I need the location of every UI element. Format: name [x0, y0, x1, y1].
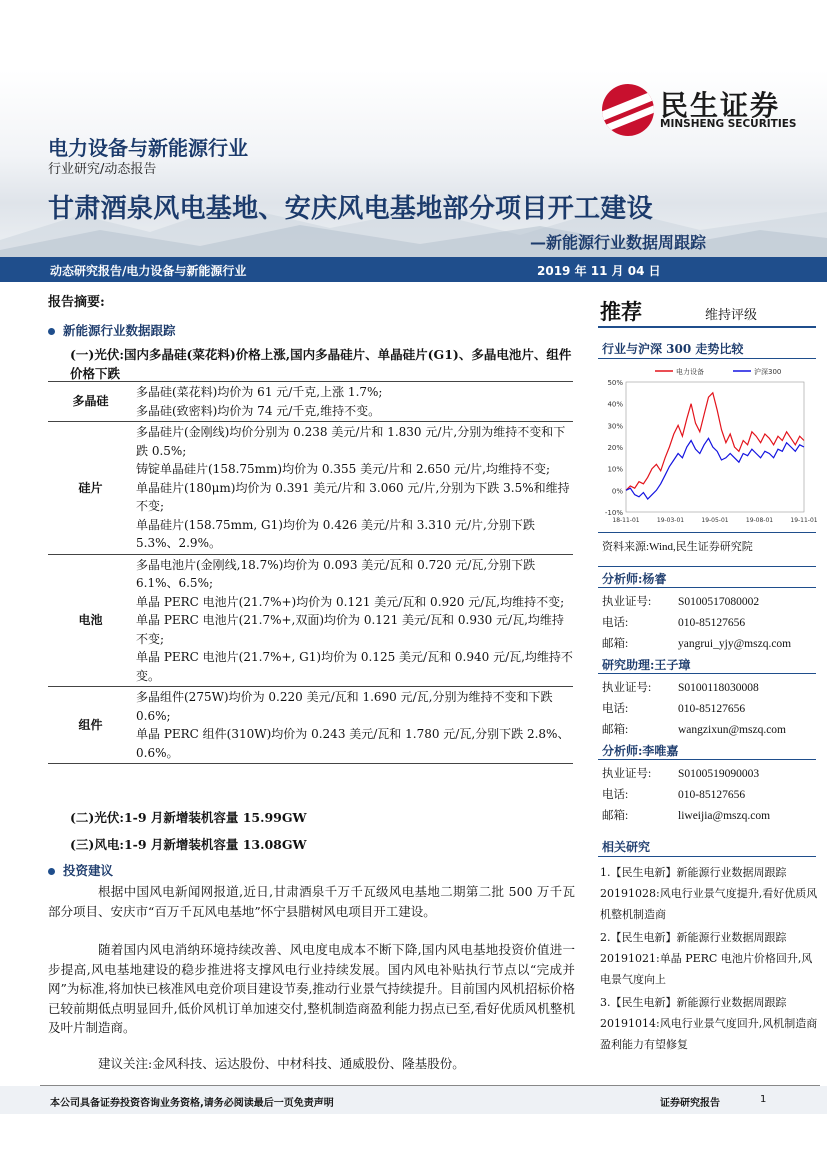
analyst-row: 电话: 010-85127656 — [602, 703, 746, 715]
x-tick-label: 18-11-01 — [612, 517, 640, 524]
table-category: 多晶硅 — [48, 382, 133, 422]
analyst-row[interactable]: 邮箱: yangrui_yjy@mszq.com — [602, 638, 792, 650]
table-row — [48, 422, 573, 555]
analyst-row: 执业证号: S0100519090003 — [602, 768, 760, 780]
pv-header: (一)光伏:国内多晶硅(菜花料)价格上涨,国内多晶硅片、单晶硅片(G1)、多晶电池片、组件价格下跌 — [70, 347, 572, 381]
report-date: 2019 年 11 月 04 日 — [537, 264, 661, 278]
related-item[interactable]: 1.【民生电新】新能源行业数据周跟踪 20191028:风电行业景气度提升,看好优质风机整机制造商 — [600, 866, 818, 921]
x-tick-label: 19-08-01 — [745, 517, 774, 524]
table-detail: 多晶硅(菜花料)均价为 61 元/千克,上涨 1.7%; 多晶硅(致密料)均价为 74 元/千克,维持不变。 — [133, 382, 573, 422]
pv-install: (二)光伏:1-9 月新增装机容量 15.99GW — [70, 810, 307, 825]
divider — [598, 759, 816, 760]
recommendation: 推荐 — [600, 300, 642, 324]
paragraph: 随着国内风电消纳环境持续改善、风电度电成本不断下降,国内风电基地投资价值进一步提高,风电基地建设的稳步推进将支撑风电行业持续发展。国内风电补贴执行节点以“完成并网”为标准,将加快已核准风电竞价项目建设节奏,推动行业景气持续提升。目前国内风机招标价格已较前期低点明显回升,低价风机订单加速交付,整机制造商盈利能力拐点已至,看好优质风机整机及叶片制造商。 — [48, 942, 575, 1035]
performance-chart — [600, 362, 818, 530]
x-tick-label: 19-05-01 — [701, 517, 729, 524]
divider — [598, 673, 816, 674]
band-category: 动态研究报告/电力设备与新能源行业 — [50, 264, 247, 278]
chart-source: 资料来源:Wind,民生证券研究院 — [602, 541, 753, 553]
x-tick-label: 19-11-01 — [790, 517, 818, 524]
table-row — [48, 554, 573, 687]
chart-title: 行业与沪深 300 走势比较 — [602, 342, 744, 356]
logo-name-en: MINSHENG SECURITIES — [660, 118, 797, 130]
analyst-role: 研究助理:王子璋 — [602, 658, 691, 672]
bullet-icon — [48, 328, 55, 335]
table-row — [48, 382, 573, 422]
y-tick-label: -10% — [604, 509, 623, 517]
y-tick-label: 40% — [607, 400, 623, 409]
table-category: 电池 — [48, 554, 133, 687]
y-tick-label: 20% — [607, 444, 623, 452]
analyst-role: 分析师:李唯嘉 — [602, 744, 679, 758]
section-investment: 投资建议 — [48, 861, 113, 879]
price-table — [48, 381, 573, 764]
paragraph: 根据中国风电新闻网报道,近日,甘肃酒泉千万千瓦级风电基地二期第二批 500 万千瓦部分项目、安庆市“百万千瓦风电基地”怀宁县腊树风电项目开工建设。 — [48, 884, 575, 919]
divider — [598, 566, 816, 567]
report-title: 甘肃酒泉风电基地、安庆风电基地部分项目开工建设 — [48, 194, 653, 224]
footer-label: 证券研究报告 — [660, 1098, 720, 1109]
divider — [598, 587, 816, 588]
table-category: 硅片 — [48, 422, 133, 555]
related-item[interactable]: 2.【民生电新】新能源行业数据周跟踪 20191021:单晶 PERC 电池片价格回升,风电景气度向上 — [600, 931, 813, 986]
legend-label: 沪深300 — [754, 368, 782, 376]
analyst-row[interactable]: 邮箱: wangzixun@mszq.com — [602, 724, 786, 736]
summary-heading: 报告摘要: — [48, 295, 105, 310]
analyst-row[interactable]: 邮箱: liweijia@mszq.com — [602, 810, 771, 822]
wind-install: (三)风电:1-9 月新增装机容量 13.08GW — [70, 837, 307, 852]
divider — [598, 532, 816, 533]
y-tick-label: 50% — [607, 379, 623, 387]
related-title: 相关研究 — [602, 840, 651, 854]
table-category: 组件 — [48, 687, 133, 764]
x-tick-label: 19-03-01 — [656, 517, 685, 524]
analyst-row: 执业证号: S0100517080002 — [602, 596, 760, 608]
report-type: 行业研究/动态报告 — [48, 162, 157, 177]
table-row — [48, 687, 573, 764]
table-detail: 多晶组件(275W)均价为 0.220 美元/瓦和 1.690 元/瓦,分别为维持不变和下跌 0.6%; 单晶 PERC 组件(310W)均价为 0.243 美元/瓦和 1.780 元/瓦,分别下跌 2.8%、0.6%。 — [133, 687, 573, 764]
paragraph: 建议关注:金风科技、运达股份、中材科技、通威股份、隆基股份。 — [98, 1056, 465, 1071]
logo-name-cn: 民生证券 — [660, 89, 781, 122]
y-tick-label: 0% — [611, 487, 623, 496]
section-data-tracking: 新能源行业数据跟踪 — [48, 321, 176, 339]
table-detail: 多晶电池片(金刚线,18.7%)均价为 0.093 美元/瓦和 0.720 元/瓦,分别下跌 6.1%、6.5%; 单晶 PERC 电池片(21.7%+)均价为 0.121 美元/瓦和 0.920 元/瓦,均维持不变; 单晶 PERC 电池片(21.7%+,双面)均价为 0.121 美元/瓦和 0.930 元/瓦,均维持不变; 单晶 PERC 电池片(21.7%+, G1)均价为 0.125 美元/瓦和 0.940 元/瓦,均维持不变。 — [133, 554, 573, 687]
divider — [598, 326, 816, 328]
analyst-row: 电话: 010-85127656 — [602, 789, 746, 801]
divider — [598, 358, 816, 359]
report-subtitle: —新能源行业数据周跟踪 — [530, 233, 707, 252]
footer-disclaimer: 本公司具备证券投资咨询业务资格,请务必阅读最后一页免责声明 — [50, 1098, 334, 1109]
rating: 维持评级 — [705, 308, 758, 323]
analyst-row: 电话: 010-85127656 — [602, 617, 746, 629]
legend-label: 电力设备 — [676, 368, 704, 376]
industry-name: 电力设备与新能源行业 — [48, 136, 248, 160]
analyst-role: 分析师:杨睿 — [602, 572, 667, 586]
table-detail: 多晶硅片(金刚线)均价分别为 0.238 美元/片和 1.830 元/片,分别为维持不变和下跌 0.5%; 铸锭单晶硅片(158.75mm)均价为 0.355 美元/片和 2.650 元/片,均维持不变; 单晶硅片(180μm)均价为 0.391 美元/片和 3.060 元/片,分别为下跌 3.5%和维持不变; 单晶硅片(158.75mm, G1)均价为 0.426 美元/片和 3.310 元/片,分别下跌 5.3%、2.9%。 — [133, 422, 573, 555]
company-logo-icon — [602, 84, 654, 136]
series-line-industry — [626, 393, 804, 491]
page-number: 1 — [760, 1094, 767, 1105]
footer-divider — [40, 1085, 820, 1086]
y-tick-label: 10% — [607, 465, 623, 474]
related-item[interactable]: 3.【民生电新】新能源行业数据周跟踪 20191014:风电行业景气度回升,风机制造商盈利能力有望修复 — [600, 996, 818, 1051]
divider — [598, 856, 816, 857]
y-tick-label: 30% — [607, 422, 623, 431]
bullet-icon — [48, 868, 55, 875]
analyst-row: 执业证号: S0100118030008 — [602, 682, 759, 694]
